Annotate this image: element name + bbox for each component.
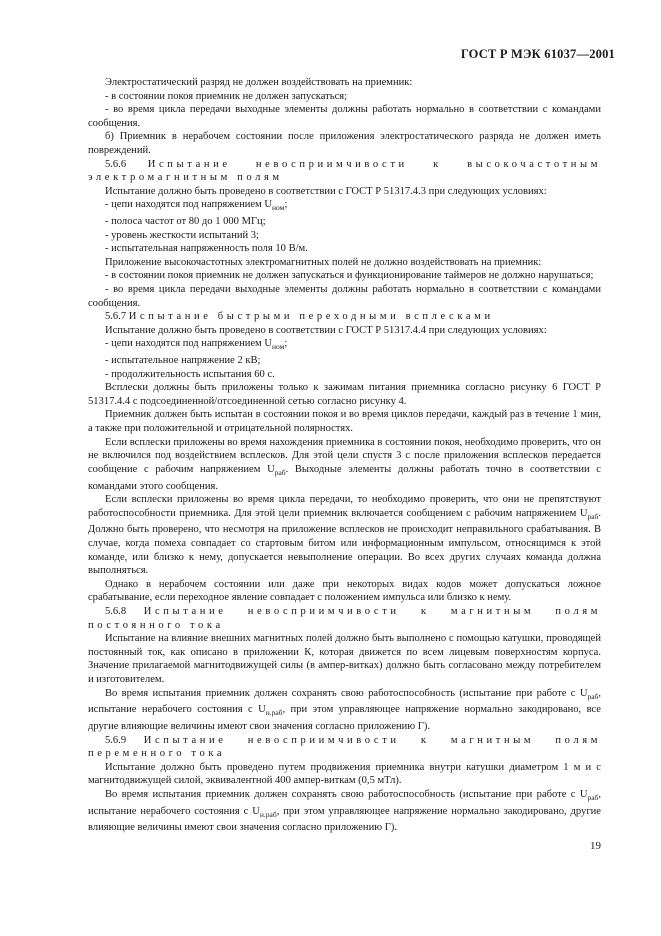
paragraph-text: Однако в нерабочем состоянии или даже при некоторых видах кодов может допускаться ложное срабатывание, если переходное явление совпадает с положением импульса или близко к нему.	[88, 578, 601, 604]
section-title: Испытание невосприимчивости к магнитным полям переменного тока	[88, 734, 601, 760]
section-title: Испытание быстрыми переходными всплесками	[128, 311, 494, 323]
paragraph	[88, 215, 601, 229]
paragraph-text: Испытание на влияние внешних магнитных полей должно быть выполнено с помощью катушки, проводящей постоянный ток, как описано в приложении К, которая движется по всем лицевым поверхностям корпуса. Значение прилагаемой магнитодвижущей силы (в ампер-витках) должно быть согласовано между потребителем и изготовителем.	[88, 633, 601, 685]
document-header: ГОСТ Р МЭК 61037—2001	[460, 47, 615, 61]
paragraph-text: Всплески должны быть приложены только к зажимам питания приемника согласно рисунку 6 ГОСТ Р 51317.4.4 с подсоединенной/отсоединенной сетью согласно рисунку 4.	[88, 382, 601, 407]
paragraph-text: - продолжительность испытания 60 с.	[105, 368, 275, 380]
paragraph-text: Испытание должно быть проведено путем продвижения приемника внутри катушки диаметром 1 м и с магнитодвижущей силой, эквивалентной 400 ампер-виткам (0,5 мТл).	[88, 761, 601, 787]
subscript: н.раб	[265, 708, 283, 718]
paragraph	[88, 242, 601, 256]
subscript: раб	[587, 511, 599, 521]
subscript: н.раб	[259, 809, 277, 819]
paragraph	[88, 368, 601, 382]
paragraph	[88, 354, 601, 368]
paragraph-text: - испытательная напряженность поля 10 В/м.	[105, 243, 308, 255]
paragraph	[88, 198, 601, 215]
paragraph	[88, 788, 601, 835]
paragraph-text: Испытание должно быть проведено в соответствии с ГОСТ Р 51317.4.4 при следующих условиях:	[105, 324, 547, 336]
paragraph-text-cont: . Выходные элементы должны работать точно в соответствии с командами этого сообщения.	[88, 463, 601, 492]
subscript: ном	[272, 342, 285, 352]
paragraph-text: - уровень жесткости испытаний 3;	[105, 229, 259, 241]
paragraph-text-cont: . Должно быть проверено, что несмотря на приложение всплесков не происходит неправильного срабатывания. В случае, когда помеха совпадает со стартовым битом или информационным импульсом, относящимся к этой команде, или близко к нему, допускается невыполнение операции. Во всех других случаях команда должна выполняться.	[88, 507, 601, 577]
paragraph-text-cont: , испытание нерабочего состояния с U	[88, 687, 601, 716]
subscript: раб	[587, 793, 599, 803]
paragraph	[88, 408, 601, 435]
subscript: раб	[587, 691, 599, 701]
paragraph	[88, 761, 601, 788]
paragraph	[88, 436, 601, 493]
paragraph-text-cont: ;	[284, 199, 288, 211]
section-heading	[88, 605, 601, 632]
page-number: 19	[590, 840, 601, 852]
paragraph-text: - во время цикла передачи выходные элементы должны работать нормально в соответствии с командами сообщения.	[88, 104, 601, 129]
paragraph-text: Если всплески приложены во время цикла передачи, то необходимо проверить, что они не препятствуют работоспособности приемника. Для этой цели приемник включается сообщением с рабочим напряжением U	[88, 494, 601, 519]
paragraph	[88, 381, 601, 408]
paragraph	[88, 578, 601, 605]
subscript: ном	[272, 203, 285, 213]
paragraph	[88, 687, 601, 734]
paragraph	[88, 76, 601, 90]
paragraph	[88, 283, 601, 310]
paragraph-text: - испытательное напряжение 2 кВ;	[105, 355, 261, 367]
paragraph-text-cont: ;	[284, 338, 288, 350]
paragraph-text: - цепи находятся под напряжением U	[105, 338, 272, 350]
paragraph-text: - в состоянии покоя приемник не должен запускаться;	[105, 90, 348, 102]
section-number: 5.6.8	[105, 606, 127, 617]
paragraph-text-cont: , при этом управляющее напряжение нормально закодировано, все другие влияющие величины имеют свои значения согласно приложению Г).	[88, 704, 601, 732]
paragraph	[88, 632, 601, 686]
paragraph	[88, 269, 601, 283]
paragraph-text: Во время испытания приемник должен сохранять свою работоспособность (испытание при работе с U	[105, 687, 588, 699]
section-number: 5.6.9	[105, 734, 127, 746]
paragraph	[88, 337, 601, 354]
paragraph-text: Испытание должно быть проведено в соответствии с ГОСТ Р 51317.4.3 при следующих условиях:	[105, 185, 547, 197]
paragraph-text: Если всплески приложены во время нахождения приемника в состоянии покоя, необходимо проверить, что он не включился под воздействием всплесков. Для этой цели спустя 3 с после приложения всплесков передается сообщение с рабочим напряжением U	[88, 436, 601, 475]
section-number: 5.6.7	[105, 311, 127, 323]
section-heading	[88, 734, 601, 761]
paragraph-text: - во время цикла передачи выходные элементы должны работать нормально в соответствии с командами сообщения.	[88, 284, 601, 309]
paragraph	[88, 103, 601, 130]
subscript: раб	[274, 467, 286, 477]
section-number: 5.6.6	[105, 158, 127, 170]
paragraph	[88, 229, 601, 243]
paragraph-text-cont: , при этом управляющее напряжение нормально закодировано, другие влияющие величины имеют свои значения согласно приложению Г).	[88, 805, 601, 834]
paragraph	[88, 90, 601, 104]
paragraph	[88, 493, 601, 578]
page-body	[88, 76, 601, 835]
paragraph-text: Приложение высокочастотных электромагнитных полей не должно воздействовать на приемник:	[105, 256, 542, 268]
paragraph-text: - полоса частот от 80 до 1 000 МГц;	[105, 216, 266, 228]
section-title: Испытание невосприимчивости к высокочастотным электромагнитным полям	[88, 158, 601, 184]
paragraph-text: Во время испытания приемник должен сохранять свою работоспособность (испытание при работе с U	[105, 788, 588, 800]
paragraph	[88, 130, 601, 157]
paragraph-text: б) Приемник в нерабочем состоянии после приложения электростатического разряда не должен иметь повреждений.	[88, 131, 601, 156]
paragraph	[88, 256, 601, 270]
section-title: Испытание невосприимчивости к магнитным полям постоянного тока	[88, 606, 601, 631]
section-heading	[88, 310, 601, 324]
paragraph-text: - цепи находятся под напряжением U	[105, 199, 272, 211]
paragraph	[88, 324, 601, 338]
paragraph	[88, 185, 601, 199]
paragraph-text: - в состоянии покоя приемник не должен запускаться и функционирование таймеров не должно нарушаться;	[105, 270, 594, 282]
paragraph-text: Электростатический разряд не должен воздействовать на приемник:	[105, 77, 413, 88]
paragraph-text: Приемник должен быть испытан в состоянии покоя и во время циклов передачи, каждый раз в течение 1 мин, а также при положительной и отрицательной полярностях.	[88, 409, 601, 435]
section-heading	[88, 158, 601, 185]
paragraph-text-cont: , испытание нерабочего состояния с U	[88, 788, 601, 817]
